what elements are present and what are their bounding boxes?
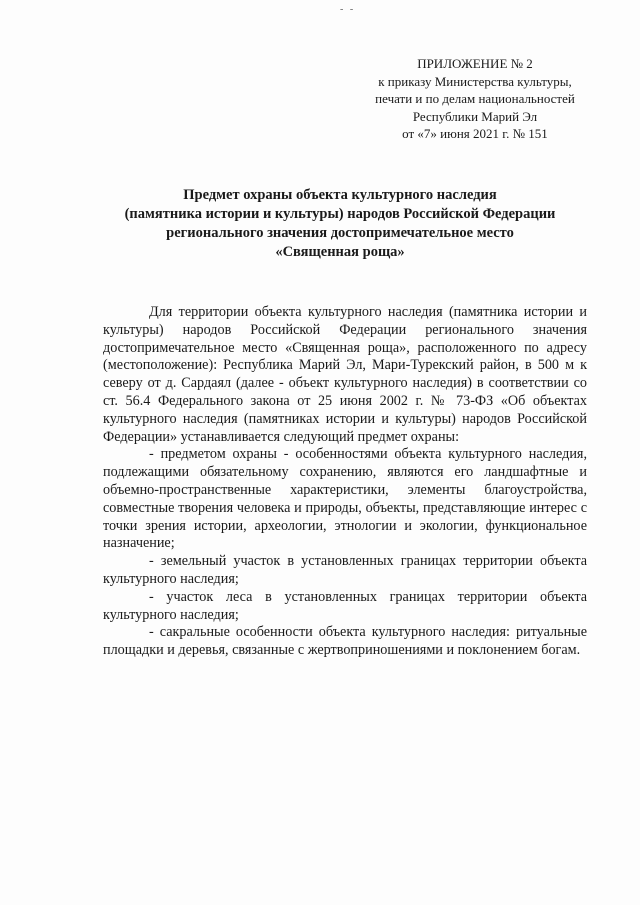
title-line-4: «Священная роща» bbox=[275, 244, 405, 260]
intro-paragraph: Для территории объекта культурного наследия (памятника истории и культуры) народов Российской Федерации регионального значения достопримечательное место «Священная роща», расположенного по адресу (местоположение): Республика Марий Эл, Мари-Турекский район, в 500 м к северу от д. Сардаял (далее - объект культурного наследия) в соответствии со ст. 56.4 Федерального закона от 25 июня 2002 г. № 73-ФЗ «Об объектах культурного наследия (памятниках истории и культуры) народов Российской Федерации» устанавливается следующий предмет охраны: bbox=[103, 304, 587, 445]
protection-item-features: - предметом охраны - особенностями объекта культурного наследия, подлежащими обязательному сохранению, являются его ландшафтные и объемно-пространственные характеристики, элементы благоустройства, совместные творения человека и природы, объекты, представляющие интерес с точки зрения истории, археологии, этнологии и экологии, функциональное назначение; bbox=[103, 446, 587, 552]
appendix-block bbox=[360, 55, 590, 143]
protection-item-sacral: - сакральные особенности объекта культурного наследия: ритуальные площадки и деревья, связанные с жертвоприношениями и поклонением богам. bbox=[103, 624, 587, 659]
protection-item-land-plot: - земельный участок в установленных границах территории объекта культурного наследия; bbox=[103, 553, 587, 587]
title-line-1: Предмет охраны объекта культурного наследия bbox=[183, 187, 497, 203]
appendix-republic-line: Республики Марий Эл bbox=[412, 108, 538, 124]
title-line-2: (памятника истории и культуры) народов Российской Федерации bbox=[124, 206, 556, 222]
title-line-3: регионального значения достопримечательное место bbox=[166, 225, 514, 241]
appendix-date-line: от «7» июня 2021 г. № 151 bbox=[402, 126, 548, 141]
document-body bbox=[103, 304, 587, 660]
header-mark: - - bbox=[340, 4, 356, 15]
protection-item-forest-plot: - участок леса в установленных границах территории объекта культурного наследия; bbox=[103, 588, 587, 623]
appendix-number: ПРИЛОЖЕНИЕ № 2 bbox=[417, 56, 533, 71]
appendix-ministry-line: печати и по делам национальностей bbox=[375, 91, 575, 106]
document-title bbox=[90, 186, 590, 262]
appendix-order-line: к приказу Министерства культуры, bbox=[378, 73, 572, 89]
